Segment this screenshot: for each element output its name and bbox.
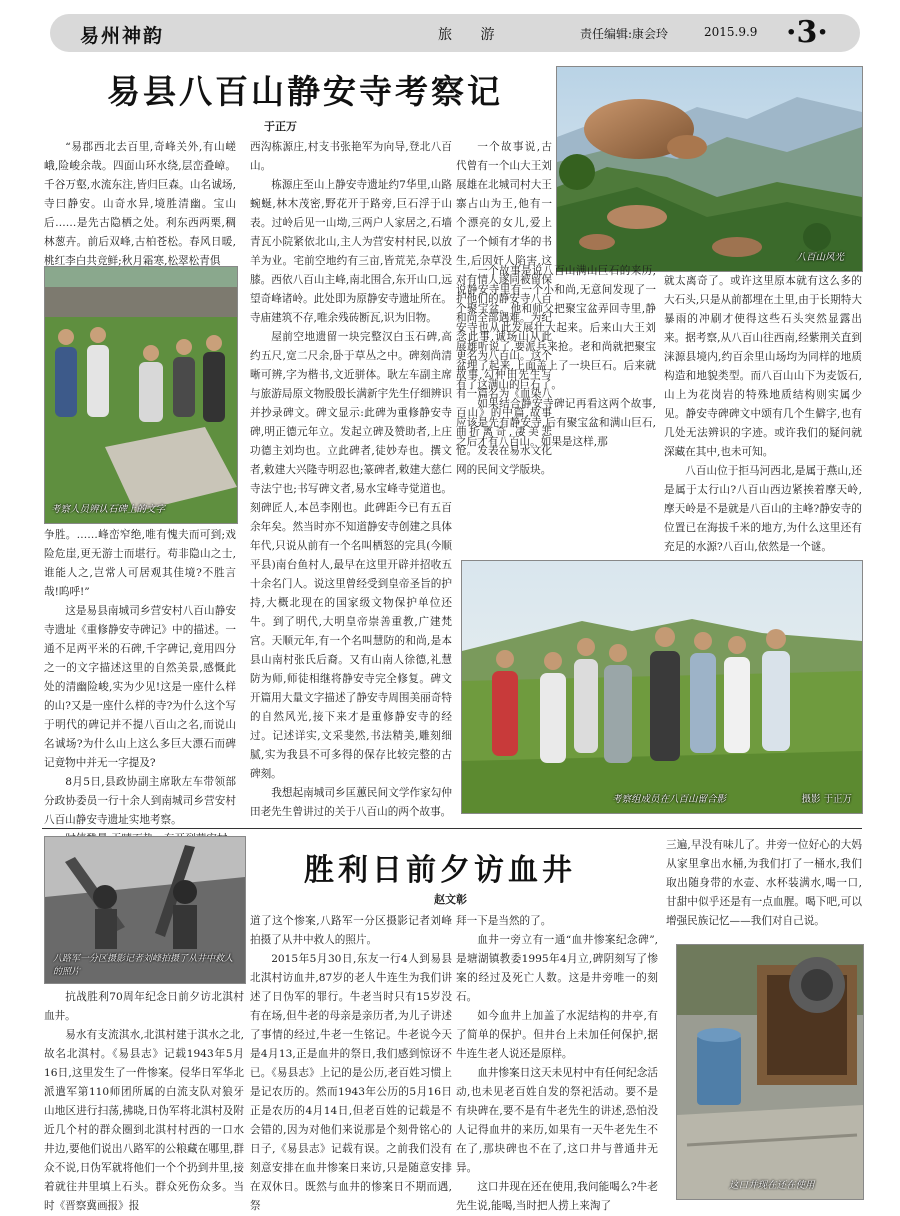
section-name: 旅 游 [438, 27, 507, 43]
paragraph: 这是易县南城司乡营安村八百山静安寺遗址《重修静安寺碑记》中的描述。一通不足两平米的石碑,千字碑记,竟用四分之一的文字描述这里的自然美景,感慨此处的清幽险峻,实为少见!这是一座什么样的山?又是一座什么样的寺?为什么这个写于明代的碑记并不提八百山之名,而说山名诚场?为什么山上这么多巨大漂石而碑记竟物中并无一字提及? [44, 605, 236, 769]
article2-title: 胜利日前夕访血井 [304, 853, 576, 888]
blood-well-photo [676, 944, 864, 1200]
article2-column-2 [250, 912, 452, 1212]
mountain-scenery-photo [556, 66, 863, 272]
paragraph: 我想起南城司乡匡蕙民间文学作家勾仲田老先生曾讲过的关于八百山的两个故事。 [250, 787, 452, 818]
masthead: 易州神韵 [80, 25, 165, 47]
group-photo [461, 560, 863, 814]
paragraph: 血井惨案日这天未见村中有任何纪念活动,也未见老百姓自发的祭祀活动。要不是有块碑在,要不是有牛老先生的讲述,恐怕没人记得血井的来历,如果有一天牛老先生不在了,那块碑也不在了,这口井与普通井无异。 [456, 1067, 658, 1174]
article1-column-2 [250, 138, 452, 816]
header-band [50, 14, 860, 52]
paragraph: 一个故事是说八百山满山巨石的来历,说静安寺里有一个小和尚,无意间发现了一个聚宝盆。他和师父把聚宝盆弄回寺里,静安寺也从此发展壮大起来。后来山大王刘展雄听说了,要派兵来抢。老和尚就把聚宝盆埋了起来,上面盖上了一块巨石。后来就有了这满山的巨石了。 [456, 265, 656, 391]
photo-caption: 八百山风光 [796, 252, 844, 263]
paragraph: 抗战胜利70周年纪念日前夕访北淇村血井。 [44, 991, 244, 1022]
article2-author: 赵文彰 [434, 893, 467, 906]
article1-column-3-narrow [456, 138, 552, 476]
stele-inspection-photo [44, 266, 238, 524]
paragraph: “易郡西北去百里,奇峰关外,有山嵯峨,险峻余哉。四面山环水绕,层峦叠嶂。千谷万壑,水流东注,皆归巨森。山名诚场,寺曰静安。山奇水异,境胜清幽。宝山后……是先古隐栖之处。利东西两栗,稠林葱卉。前后双峰,古柏苍松。春风日暖,桃红李白共竞鲜;秋月霜寒,松翠松青俱 [44, 141, 236, 267]
paragraph: 一个故事说,古代曾有一个山大王刘展雄在北城司村大王寨占山为王,他有一个漂亮的女儿,爱上了一个倾有才华的书生,后因奸人陷害,这对有情人遂同被留保护他们的静安寺八百和尚全部遇难。为纪念此事,诚场山从此更名为八百山。这个故事,勾仲田先生写有一篇名为《血染八百山》的中篇,故事曲折离奇,凄美悲怆。发表在易水文化网的民间文学版块。 [456, 141, 552, 476]
paragraph: 八百山位于拒马河西北,是属于燕山,还是属于太行山?八百山西边紧挨着摩天岭,摩天岭是不是就是八百山的主峰?静安寺的位置已在海拔千米的地方,为什么这里还有充足的水源?八百山,依然是一个谜。 [664, 465, 862, 553]
paragraph: 拜一下是当然的了。 [456, 915, 552, 927]
photo-caption: 八路军一分区摄影记者刘峰拍摄了从井中救人的照片 [53, 954, 234, 977]
photo-caption: 这口井现在还在使用 [729, 1180, 815, 1191]
photo-caption: 考察组成员在八百山留合影 [612, 794, 727, 805]
photo-credit: 摄影 于正万 [801, 794, 852, 805]
paragraph: 道了这个惨案,八路军一分区摄影记者刘峰拍摄了从井中救人的照片。 [250, 915, 452, 946]
responsible-editor: 责任编辑:康会玲 [580, 27, 669, 41]
article1-column-4 [664, 272, 862, 554]
article1-author: 于正万 [264, 120, 297, 133]
paragraph: 就太离奇了。或许这里原本就有这么多的大石头,只是从前都埋在土里,由于长期特大暴雨的冲刷才使得这些石头突然显露出来。据考察,从八百山往西南,经紫荆关直到涞源县境内,约百余里山场均为同样的地质构造和地貌类型。而八百山山下为麦饭石,山上为花岗岩的特殊地质结构则实属少见。静安寺碑碑文中颂有几个生僻字,也有几处无法辨识的字迹。或许我们的疑问就深藏在其中,也未可知。 [664, 275, 862, 458]
paragraph: 如果结合静安寺碑记再看这两个故事,应该是先有静安寺,后有聚宝盆和满山巨石,之后才有八百山。如果是这样,那 [456, 398, 656, 448]
photo-caption: 考察人员辨认石碑上的文字 [51, 504, 166, 515]
paragraph: 易水有支流淇水,北淇村建于淇水之北,故名北淇村。《易县志》记载1943年5月16日,这里发生了一件惨案。侵华日军华北派遣军第110师团所属的白流支队对狼牙山地区进行扫荡,拂晓,日伪军将北淇村及附近几个村的群众圈到北淇村村西的一口水井边,要他们说出八路军的公粮藏在哪里,群众不说,日伪军就将他们一个个扔到井里,接着就往井里填上石头。群众死伤众多。当时《晋察冀画报》报 [44, 1029, 244, 1212]
article2-column-1 [44, 988, 244, 1212]
paragraph: 栋源庄至山上静安寺遗址约7华里,山路蜿蜒,林木茂密,野花开于路旁,巨石浮于山表。过岭后见一山坳,三两户人家居之,石墙青瓦小院紧依北山,主人为营安村村民,以放羊为业。宅前空地约有三亩,皆荒芜,杂草没膝。西依八百山主峰,南北围合,东开山口,远望奇峰诸岭。此处即为原静安寺遗址所在。寺庙建筑不存,唯余残砖断瓦,识为旧物。 [250, 179, 452, 324]
paragraph: 争胜。……峰峦窄绝,唯有愧夫而可到;戏险危崖,更无游士而堪行。苟非隐山之士,谁能人之,岂常人可居观其佳境?不胜言哉!呜呼!” [44, 529, 236, 598]
article1-title: 易县八百山静安寺考察记 [107, 72, 503, 111]
paragraph: 三遍,早没有味儿了。井旁一位好心的大妈从家里拿出水桶,为我们打了一桶水,我们取出随身带的水壶、水杯装满水,喝一口,甘甜中似乎还是有一点血腥。喝下吧,可以增强民族记忆——我们对自己说。 [666, 839, 862, 927]
paragraph: 屋前空地遗留一块完整汉白玉石碑,高约五尺,宽二尺余,卧于草丛之中。碑刻尚清晰可辨,字为楷书,文近骈体。耿左车副主席与旅游局原文物股殷长满新宇先生仔细辨识并抄录碑文。碑文显示:此碑为重修静安寺碑,明正德元年立。发起立碑及赞助者,上庄功德主刘均也。立此碑者,徒妙寿也。撰文者,敕建大兴隆寺明忍也;篆碑者,敕建大慈仁寺法宁也;书写碑文者,易水宝峰寺觉道也。刻碑匠人,本邑李刚也。此碑距今已有五百余年矣。然当时亦不知道静安寺创建之具体年代,只说从前有一个名叫栖怒的完具(今顺平县)南台鱼村人,最早在这里开辟并招收五十余名门人。说这里曾经受到皇帝圣旨的护持,大概北现在的国家级文物保护单位还牛。到了明代,大明皇帝崇善重教,广建梵宫。天顺元年,有一个名叫慧防的和尚,是本县山南村张氏后裔。又有山南人徐德,礼慧防为师,师徒相继将静安寺完全修复。碑文开篇用大量文字描述了静安寺周围美丽奇特的自然风光,接下来才是重修静安寺的经过。记述详实,文采斐然,书法精美,雕刻细腻,实为我县不可多得的保存比较完整的古碑刻。 [250, 331, 452, 780]
paragraph: 8月5日,县政协副主席耿左车带领部分政协委员一行十余人到南城司乡营安村八百山静安寺遗址实地考察。 [44, 776, 236, 826]
article2-column-3 [456, 912, 658, 1212]
article2-column-4 [666, 836, 862, 936]
issue-date: 2015.9.9 [704, 25, 758, 39]
paragraph: 这口井现在还在使用,我问能喝么?牛老先生说,能喝,当时把人捞上来淘了 [456, 1181, 658, 1212]
article1-column-1-top [44, 138, 236, 267]
paragraph: 西沟栋源庄,村支书张艳军为向导,登北八百山。 [250, 141, 452, 172]
article1-column-1-bottom [44, 526, 236, 826]
paragraph: 如今血井上加盖了水泥结构的井亭,有了简单的保护。但井台上未加任何保护,据牛连生老人说还是原样。 [456, 1010, 658, 1060]
page-number: ·3· [786, 15, 828, 50]
article1-column-3 [456, 262, 656, 556]
paragraph: 血井一旁立有一通“血井惨案纪念碑”,是塘湖镇教委1995年4月立,碑阴刻写了惨案的经过及死亡人数。这是井旁唯一的刻石。 [456, 934, 658, 1003]
paragraph: 2015年5月30日,东友一行4人到易县北淇村访血井,87岁的老人牛连生为我们讲述了日伪军的罪行。牛老当时只有15岁没有在场,但牛老的母亲是亲历者,为儿子讲述了事情的经过,牛老一生铭记。牛老说今天是4月13,正是血井的祭日,我们感到惊讶不已。《易县志》上记的是公历,老百姓习惯上是记农历的。然而1943年公历的5月16日正是农历的4月14日,但老百姓的记载是不会错的,因为对他们来说那是个刻骨铭心的日子,《易县志》记载有误。之前我们没有刻意安排在血井惨案日来访,只是随意安排在双休日。既然与血井的惨案日不期而遇,祭 [250, 953, 452, 1212]
section-divider [42, 828, 862, 829]
historical-rescue-photo [44, 836, 246, 984]
